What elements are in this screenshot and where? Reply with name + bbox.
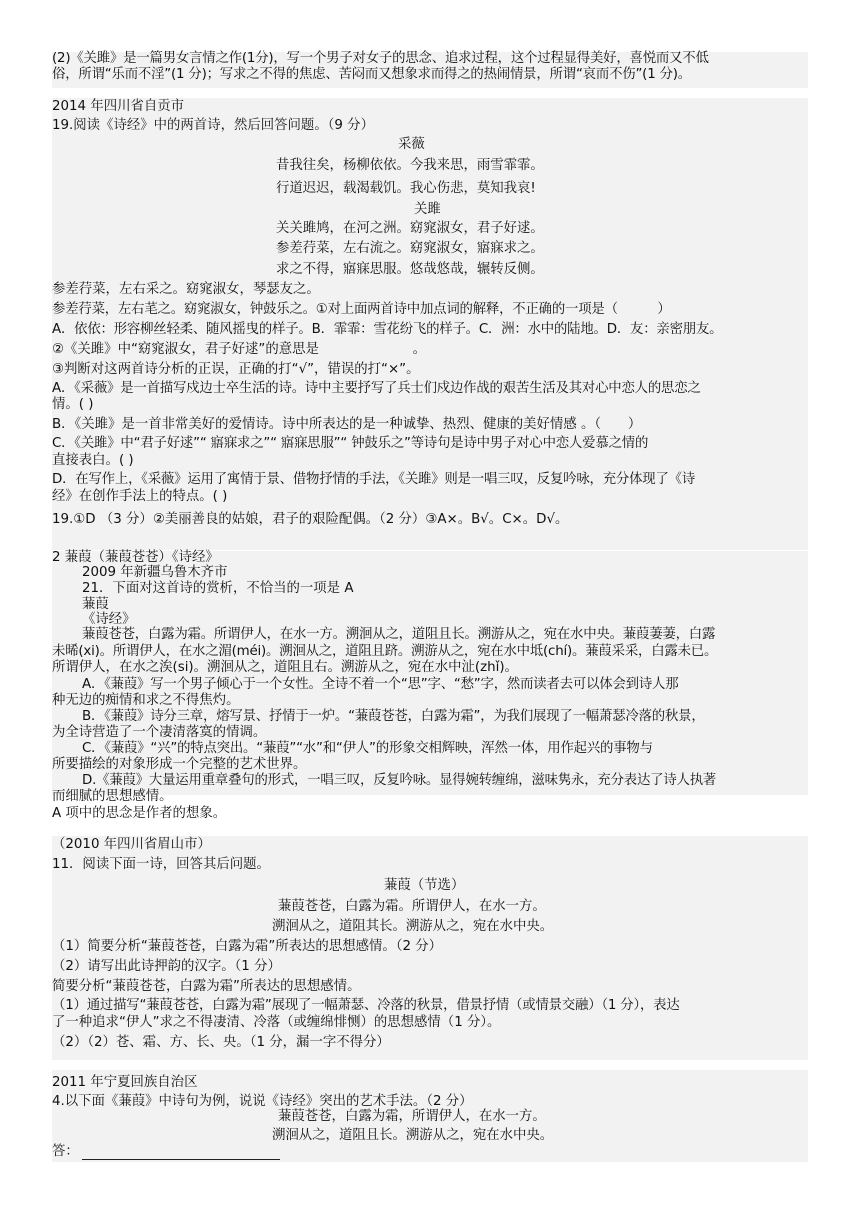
- poem-title: 蒹葭: [82, 597, 109, 612]
- option-text: A．《蒹葭》写一个男子倾心于一个女性。全诗不着一个“思”字、“愁”字，然而读者去可以体会到诗人那: [82, 677, 679, 692]
- poem-line: 溯洄从之，道阻且长。溯游从之，宛在水中央。: [272, 1128, 554, 1143]
- section-heading: 2014 年四川省自贡市: [52, 99, 185, 114]
- poem-title: 采薇: [398, 137, 425, 152]
- option-text: 经》在创作手法上的特点。( ): [52, 489, 228, 504]
- poem-line: 溯洄从之，道阻其长。溯游从之，宛在水中央。: [272, 919, 554, 934]
- option-text: 直接表白。( ): [52, 453, 134, 468]
- poem-text: 蒹葭苍苍，白露为霜。所谓伊人，在水一方。溯洄从之，道阻且长。溯游从之，宛在水中央。蒹葭萋萋，白露: [82, 627, 716, 642]
- option-text: 而细腻的思想感情。: [52, 789, 173, 804]
- poem-line: 参差荇菜，左右流之。窈窕淑女，寤寐求之。: [276, 241, 544, 256]
- section-heading: （2010 年四川省眉山市）: [52, 837, 211, 852]
- poem-line: 求之不得，寤寐思服。悠哉悠哉，辗转反侧。: [276, 262, 544, 277]
- answer-blank-line[interactable]: [82, 1158, 280, 1160]
- question-text: （2）请写出此诗押韵的汉字。（1 分）: [52, 959, 281, 974]
- section-heading: 2 蒹葭（蒹葭苍苍）《诗经》: [52, 550, 219, 565]
- poem-line: 蒹葭苍苍，白露为霜。所谓伊人，在水一方。: [278, 899, 546, 914]
- poem-line: 参差荇菜，左右采之。窈窕淑女，琴瑟友之。: [52, 282, 320, 297]
- poem-line: 关关雎鸠，在河之洲。窈窕淑女，君子好逑。: [276, 221, 544, 236]
- poem-line: 昔我往矣，杨柳依依。今我来思，雨雪霏霏。: [276, 158, 544, 173]
- question-text: ③判断对这两首诗分析的正误，正确的打“√”，错误的打“×”。: [52, 362, 420, 377]
- options-text: A．依依：形容柳丝轻柔、随风摇曳的样子。B．霏霏：雪花纷飞的样子。C．洲：水中的陆地。D．友：亲密朋友。: [52, 322, 723, 337]
- poem-line: 参差荇菜，左右芼之。窈窕淑女，钟鼓乐之。①对上面两首诗中加点词的解释，不正确的一项是（ ）: [52, 302, 671, 317]
- text-line: (2)《关雎》是一篇男女言情之作(1分)，写一个男子对女子的思念、追求过程，这个过程显得美好，喜悦而又不低: [52, 51, 709, 66]
- answer-text: 了一种追求“伊人”求之不得凄清、冷落（或缠绵悱恻）的思想感情（1 分）。: [52, 1015, 501, 1030]
- option-text: 所要描绘的对象形成一个完整的艺术世界。: [52, 757, 307, 772]
- answer-text: （2）（2）苍、霜、方、长、央。（1 分，漏一字不得分）: [52, 1035, 390, 1050]
- answer-text: 19.①D （3 分）②美丽善良的姑娘，君子的艰险配偶。（2 分）③A×。B√。C×。D√。: [52, 512, 569, 527]
- answer-text: A 项中的思念是作者的想象。: [52, 806, 227, 821]
- option-text: 种无边的痴情和求之不得焦灼。: [52, 693, 240, 708]
- answer-text: （1）通过描写“蒹葭苍苍，白露为霜”展现了一幅萧瑟、冷落的秋景，借景抒情（或情景交融）（1 分），表达: [52, 998, 680, 1013]
- answer-text: 简要分析“蒹葭苍苍，白露为霜”所表达的思想感情。: [52, 979, 361, 994]
- poem-source: 《诗经》: [82, 612, 136, 627]
- option-text: D.《蒹葭》大量运用重章叠句的形式，一唱三叹，反复吟咏。显得婉转缠绵，滋味隽永，充分表达了诗人执著: [82, 773, 717, 788]
- poem-text: 所谓伊人，在水之涘(si)。溯洄从之，道阻且右。溯游从之，宛在水中沚(zhǐ)。: [52, 660, 518, 675]
- question-text: 19.阅读《诗经》中的两首诗，然后回答问题。（9 分）: [52, 118, 374, 133]
- option-text: B．《蒹葭》诗分三章，熔写景、抒情于一炉。“蒹葭苍苍，白露为霜”，为我们展现了一幅萧瑟冷落的秋景，: [82, 709, 705, 724]
- poem-line: 蒹葭苍苍，白露为霜，所谓伊人，在水一方。: [278, 1109, 546, 1124]
- option-text: 情。( ): [52, 397, 94, 412]
- answer-label: 答：: [52, 1144, 79, 1159]
- option-text: C．《关雎》中“君子好逑”“ 寤寐求之”“ 寤寐思服”“ 钟鼓乐之”等诗句是诗中男子对心中恋人爱慕之情的: [52, 436, 649, 451]
- poem-title: 关雎: [414, 202, 441, 217]
- question-text: ②《关雎》中“窈窕淑女，君子好逑”的意思是 。: [52, 342, 427, 357]
- question-text: 21．下面对这首诗的赏析，不恰当的一项是 A: [82, 581, 354, 596]
- question-text: 4.以下面《蒹葭》中诗句为例，说说《诗经》突出的艺术手法。（2 分）: [52, 1094, 473, 1109]
- text-line: 2009 年新疆乌鲁木齐市: [82, 565, 228, 580]
- poem-line: 行道迟迟，载渴载饥。我心伤悲，莫知我哀!: [276, 181, 536, 196]
- option-text: B．《关雎》是一首非常美好的爱情诗。诗中所表达的是一种诚挚、热烈、健康的美好情感 。（ ）: [52, 417, 642, 432]
- poem-text: 未晞(xi)。所谓伊人，在水之湄(méi)。溯洄从之，道阻且跻。溯游从之，宛在水中坻(chí)。蒹葭采采，白露未已。: [52, 644, 718, 659]
- option-text: D．在写作上，《采薇》运用了寓情于景、借物抒情的手法，《关雎》则是一唱三叹，反复吟咏，充分体现了《诗: [52, 472, 696, 487]
- section-heading: 2011 年宁夏回族自治区: [52, 1075, 198, 1090]
- poem-title: 蒹葭（节选）: [384, 878, 465, 893]
- option-text: 为全诗营造了一个凄清落寞的情调。: [52, 725, 267, 740]
- option-text: C．《蒹葭》“兴”的特点突出。“蒹葭”“水”和“伊人”的形象交相辉映，浑然一体，用作起兴的事物与: [82, 741, 653, 756]
- question-text: （1）简要分析“蒹葭苍苍，白露为霜”所表达的思想感情。（2 分）: [52, 939, 443, 954]
- question-text: 11．阅读下面一诗，回答其后问题。: [52, 857, 270, 872]
- option-text: A．《采薇》是一首描写戍边士卒生活的诗。诗中主要抒写了兵士们戍边作战的艰苦生活及其对心中恋人的思恋之: [52, 381, 701, 396]
- text-line: 俗，所谓“乐而不淫”(1 分)；写求之不得的焦虑、苦闷而又想象求而得之的热闹情景，所谓“哀而不伤”(1 分)。: [52, 67, 691, 82]
